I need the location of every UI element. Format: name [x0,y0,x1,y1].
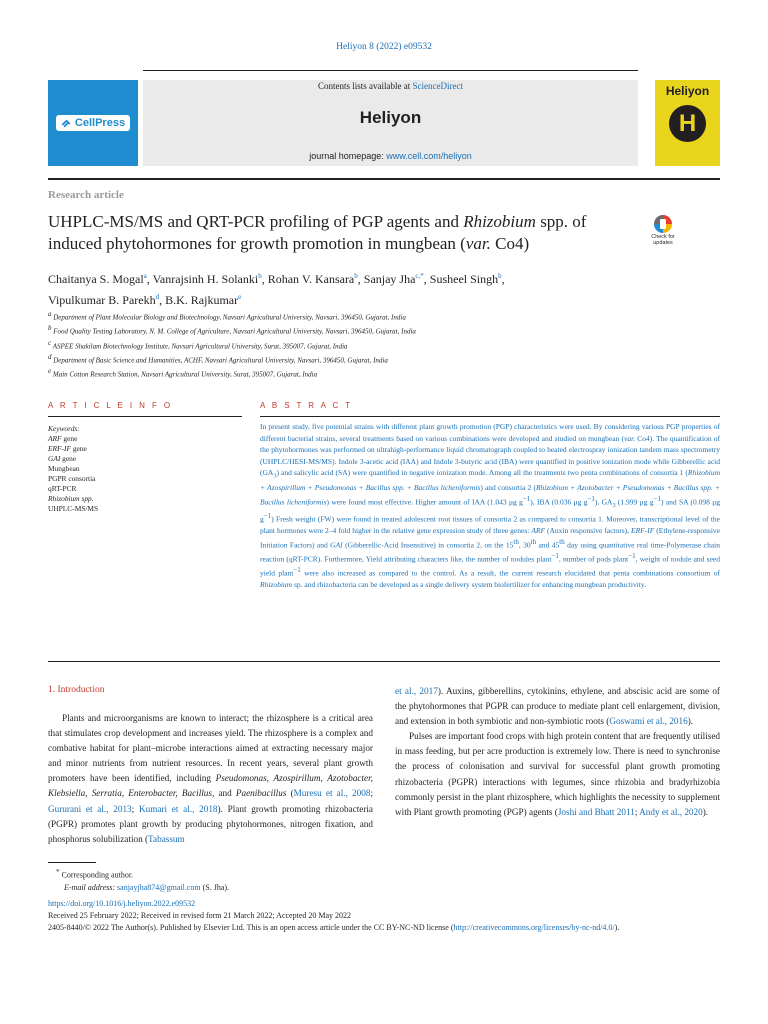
body-text: ). [687,716,694,727]
keyword-text: qRT-PCR [48,484,77,493]
affiliation-text: Department of Basic Science and Humanities, ACHF, Navsari Agricultural University, Navsari, 396450, Gujarat, India [53,356,388,365]
abstract-sup: th [530,537,537,546]
keyword-text: gene [61,434,78,443]
abstract-text: , 30 [518,540,531,550]
citation-link[interactable]: Andy et al., 2020 [639,806,703,817]
received-dates: Received 25 February 2022; Received in revised form 21 March 2022; Accepted 20 May 2022 [48,911,352,920]
citation-link[interactable]: Joshi and Bhatt 2011 [557,806,635,817]
body-text: ; [634,806,640,817]
abstract-italic: Rhizobium + Azotobacter + Pseudomonas + Bacillus spp. + Bacillus licheniformis [260,483,720,507]
keyword-item [48,444,242,454]
updates-line2: updates [653,240,673,246]
title-part: spp. of induced phytohormones for growth promotion in mungbean ( [48,212,587,253]
abstract-text: day using quantitative real time-Polymerase chain reaction (qRT-PCR). Furthermore, Yield attributing characters like, the number of nodules plant [260,540,720,564]
homepage-prefix: journal homepage: [309,151,387,161]
abstract-italic: GAI [330,540,343,550]
affiliation-text: Department of Plant Molecular Biology and Biotechnology, Navsari Agricultural University, Navsari, 396450, Gujarat, India [53,313,406,322]
email-link[interactable]: sanjayjha874@gmail.com [117,882,201,892]
abstract-sup: −1 [628,551,636,560]
author-affiliation-ref[interactable]: b [258,272,262,280]
contents-prefix: Contents lists available at [318,81,413,91]
abstract-sub: 3 [612,501,616,509]
cover-h-logo: H [669,105,706,142]
paragraph [395,729,720,820]
abstract-text: and 45 [536,540,560,550]
keyword-text: UHPLC-MS/MS [48,504,99,513]
license-link[interactable]: http://creativecommons.org/licenses/by-nc-nd/4.0/ [453,923,615,932]
cover-title: Heliyon [665,84,710,98]
abstract-text: ) and salicylic acid (SA) were quantified in negative ionization mode. Among all the treatments two penta combinations of consortia 1 ( [276,468,688,478]
body-text: Pulses are important food crops with high protein content that are frequently utilised in mass feeding, but per acre production is extremely low. There is need to synchronise the process of colonisation and survival for successful plant growth promoting rhizobacteria (PGPR) interactions with legumes, since rhizobia and bradyrhizobia commonly persist in the plant rhizosphere, which highlights the necessity to supplement with Plant growth promoting (PGP) agents ( [395,731,720,817]
abstract-sup: th [559,537,565,546]
abstract-italic: Rhizobium + Azospirillum + Pseudomonas + Bacillus spp. + Bacillus licheniformis [260,468,720,493]
keyword-item [48,474,242,484]
citation-link[interactable]: Muresu et al., 2008 [293,788,371,799]
keyword-italic: ERF-IF [48,444,71,453]
article-type: Research article [48,189,124,201]
publisher-name: CellPress [74,117,126,129]
affiliation-marker: d [48,352,52,361]
footnote-text: Corresponding author. [61,870,134,880]
affiliation-item [48,309,720,323]
journal-homepage-link[interactable]: www.cell.com/heliyon [386,151,472,161]
introduction-heading: 1. Introduction [48,685,105,695]
title-part: Co4) [490,234,530,253]
body-text: ). [702,806,709,817]
abstract-rule [260,416,720,417]
keyword-text: gene [60,454,77,463]
abstract-text: (1.999 μg g [615,497,654,507]
affiliation-item [48,352,720,366]
title-part: UHPLC-MS/MS and QRT-PCR profiling of PGP agents and [48,212,464,231]
cellpress-logo-badge [56,115,130,131]
abstract-sup: −1 [293,566,301,575]
body-text: ( [286,788,294,799]
abstract-text: Co4). The quantification of the phytohormones was performed on ultrahigh-performance liquid chromatograph coupled to heated electrospray ionization tandem mass spectrometry (UHPLC/HESI-MS/MS). Indole 3-acetic acid (IAA) and Indole 3-butyric acid (IBA) were quantified in positive ionization mode while Gibberellic acid (GA [260,433,720,478]
keyword-item [48,494,242,504]
affiliation-text: Main Cotton Research Station, Navsari Agricultural University, Surat, 395007, Gujarat, India [52,370,318,379]
email-suffix: (S. Jha). [200,882,230,892]
affiliation-marker: a [48,310,52,318]
check-updates-icon [653,214,673,234]
author-name[interactable]: B.K. Rajkumar [165,293,239,307]
keyword-item [48,484,242,494]
updates-line1: Check for [651,234,675,240]
email-note [48,882,720,894]
citation-link[interactable]: Goswami et al., 2016 [609,716,688,727]
keyword-italic: GAI [48,454,61,463]
check-for-updates-badge[interactable] [646,214,680,252]
title-italic: Rhizobium [463,212,536,231]
abstract-italic: ERF-IF [630,526,655,536]
keyword-item [48,434,242,444]
header-bottom-rule [48,178,720,180]
abstract-text: were also increased as compared to the control. As a result, the current research elucidated that penta combinations consortium of [300,568,720,578]
license-statement [48,922,720,934]
author-list: Chaitanya S. Mogal$^a$, Vanrajsinh H. Solanki$^b$, Rohan V. Kansara$^b$, Sanjay Jha$^{c,*}$, Susheel Singh$^b$, Vipulkumar B. Parekh$^d$, B.K. Rajkumar$^e$ [48,272,505,307]
author-affiliation-ref[interactable]: d [155,293,160,301]
publication-info [48,898,720,934]
journal-homepage-line [143,151,638,161]
body-column-right [395,684,720,820]
abstract-text: , weight of nodule and seed yield plant [260,554,720,578]
author-name[interactable]: Rohan V. Kansara [267,272,355,286]
email-label: E-mail address: [64,882,118,892]
keyword-text: gene [70,444,87,453]
body-italic: Pseudomonas, Azospirillum, Azotobacter, Klebsiella, Serratia, Enterobacter, Bacillus, [48,773,373,799]
body-italic: Paenibacillus [235,788,287,799]
citation-link[interactable]: Kumari et al., 2018 [138,803,218,814]
keywords-block [48,424,242,514]
affiliation-list [48,309,720,381]
paragraph [48,711,373,847]
abstract-text: (Ethylene-responsive Initiation Factors) and [260,526,720,550]
author-name[interactable]: Sanjay Jha [363,272,416,286]
abstract-sup: −1 [522,494,531,503]
keyword-text: PGPR consortia [48,474,96,483]
citation-link[interactable]: et al., 2017 [395,686,438,696]
author-name[interactable]: Vanrajsinh H. Solanki [152,272,259,286]
publisher-logo[interactable] [48,80,138,166]
license-text: 2405-8440/© 2022 The Author(s). Published by Elsevier Ltd. This is an open access article under the CC BY-NC-ND license ( [48,923,454,932]
citation-link[interactable]: Tabassum [148,833,185,844]
keyword-item [48,454,242,464]
affiliation-text: Food Quality Testing Laboratory, N. M. College of Agriculture, Navsari Agricultural University, Navsari, 396450, Gujarat, India [53,327,416,336]
journal-citation[interactable]: Heliyon 8 (2022) e09532 [336,42,432,52]
abstract-sup: −1 [263,512,272,521]
abstract-sup: −1 [653,494,661,503]
abstract-text: (Auxin responsive factors), [545,526,631,536]
abstract-text: , number of pods plant [558,554,629,564]
affiliation-item [48,323,720,337]
abstract-text: ) and SA (0.098 μg g [260,497,720,524]
body-text: ; [370,788,373,799]
article-info-rule [48,416,242,417]
affiliation-item [48,366,720,380]
author-name[interactable]: Chaitanya S. Mogal [48,272,144,286]
abstract-sub: 3 [273,472,277,480]
keyword-italic: ARF [48,434,62,443]
title-italic: var. [465,234,491,253]
body-text: ). Plant growth promoting rhizobacteria (PGPR) promotes plant growth by producing phytohormones, nitrogen fixation, and phosphorus solubilization ( [48,803,374,844]
affiliation-item [48,338,720,352]
footnotes [48,866,720,894]
abstract-text: In present study, five potential strains with different plant growth promotion (PGP) characteristics were used. By considering various PGP properties of different bacterial strains, several treatments based on various combinations were developed and studied on mungbean ( [260,422,720,443]
keyword-text: Mungbean [48,464,80,473]
abstract-text: ) were found most effective. Higher amount of IAA (1.043 μg g [326,497,523,507]
abstract-text: ) and consortia 2 ( [480,483,536,493]
doi-link[interactable]: https://doi.org/10.1016/j.heliyon.2022.e09532 [48,899,196,908]
abstract-italic: Rhizobium [260,580,293,590]
paragraph-continued [395,684,720,729]
affiliation-marker: c [48,338,52,347]
footnote-marker: * [56,868,60,876]
article-title [48,211,638,255]
sciencedirect-link[interactable]: ScienceDirect [412,81,463,91]
abstract-text: (Gibberellic-Acid Insensitive) in consortia 2, on the 15 [342,540,514,550]
abstract-italic: var. [624,433,636,443]
body-text: ; [131,803,139,814]
cellpress-link-icon [61,118,72,129]
keyword-item [48,464,242,474]
corresponding-author-note [48,866,720,882]
affiliation-marker: b [48,324,52,333]
article-info-heading: A R T I C L E I N F O [48,401,173,410]
abstract-text: ), GA [594,497,613,507]
abstract-italic: ARF [531,526,546,536]
contents-line [143,81,638,91]
affiliation-marker: e [48,367,52,376]
footnote-rule [48,862,96,863]
abstract-sup: −1 [551,551,559,560]
affiliation-text: ASPEE Shakilam Biotechnology Institute, Navsari Agricultural University, Surat, 395007, Gujarat, India [52,341,348,350]
abstract-sup: th [513,537,519,546]
author-name[interactable]: Vipulkumar B. Parekh [48,293,156,307]
body-text: and [214,788,236,799]
abstract-bottom-rule [48,661,720,662]
keyword-italic: Rhizobium spp. [48,494,94,503]
author-affiliation-ref[interactable]: b [498,272,502,280]
keyword-item [48,504,242,514]
author-affiliation-ref[interactable]: a [143,272,147,280]
author-affiliation-ref[interactable]: e [238,293,242,301]
abstract-sup: −1 [587,494,595,503]
abstract-text: sp. and rhizobacteria can be developed as a single delivery system biofertilizer for enhancing mungbean productivity. [292,580,647,590]
keywords-label: Keywords: [48,424,80,433]
journal-title: Heliyon [359,108,422,127]
body-text: ). Auxins, gibberellins, cytokinins, ethylene, and abscisic acid are some of the phytohormones that PGPR can produce to mediate plant cell enlargement, division, and extension in both symbiotic and non-symbiotic roots ( [395,686,720,727]
author-affiliation-ref[interactable]: c,* [415,272,424,280]
body-text: Plants and microorganisms are known to interact; the rhizosphere is a critical area that stimulates crop development and increases yield. The rhizosphere is a complex and combative habitat for plant–microbe interactions aimed at extracting necessary major and minor nutrients from nutrient resources. In recent years, several plant growth promoters have been identified, including [48,713,373,784]
author-affiliation-ref[interactable]: b [354,272,358,280]
check-updates-label [646,234,680,246]
abstract-heading: A B S T R A C T [260,401,353,410]
body-column-left [48,711,373,847]
abstract-body [260,421,720,591]
citation-link[interactable]: Gururani et al., 2013 [48,803,132,814]
abstract-text: ) Fresh weight (FW) were found in treated adolescent root tissues of consortia 2 as compared to consortia 1. Moreover, transcriptional level of the plant hormones were 2–4 fold higher in the relative gene expression study of three genes: [260,514,720,536]
header-top-rule [143,70,638,71]
author-name[interactable]: Susheel Singh [429,272,499,286]
license-end: ). [614,923,620,932]
abstract-text: ), IBA (0.036 μg g [530,497,588,507]
